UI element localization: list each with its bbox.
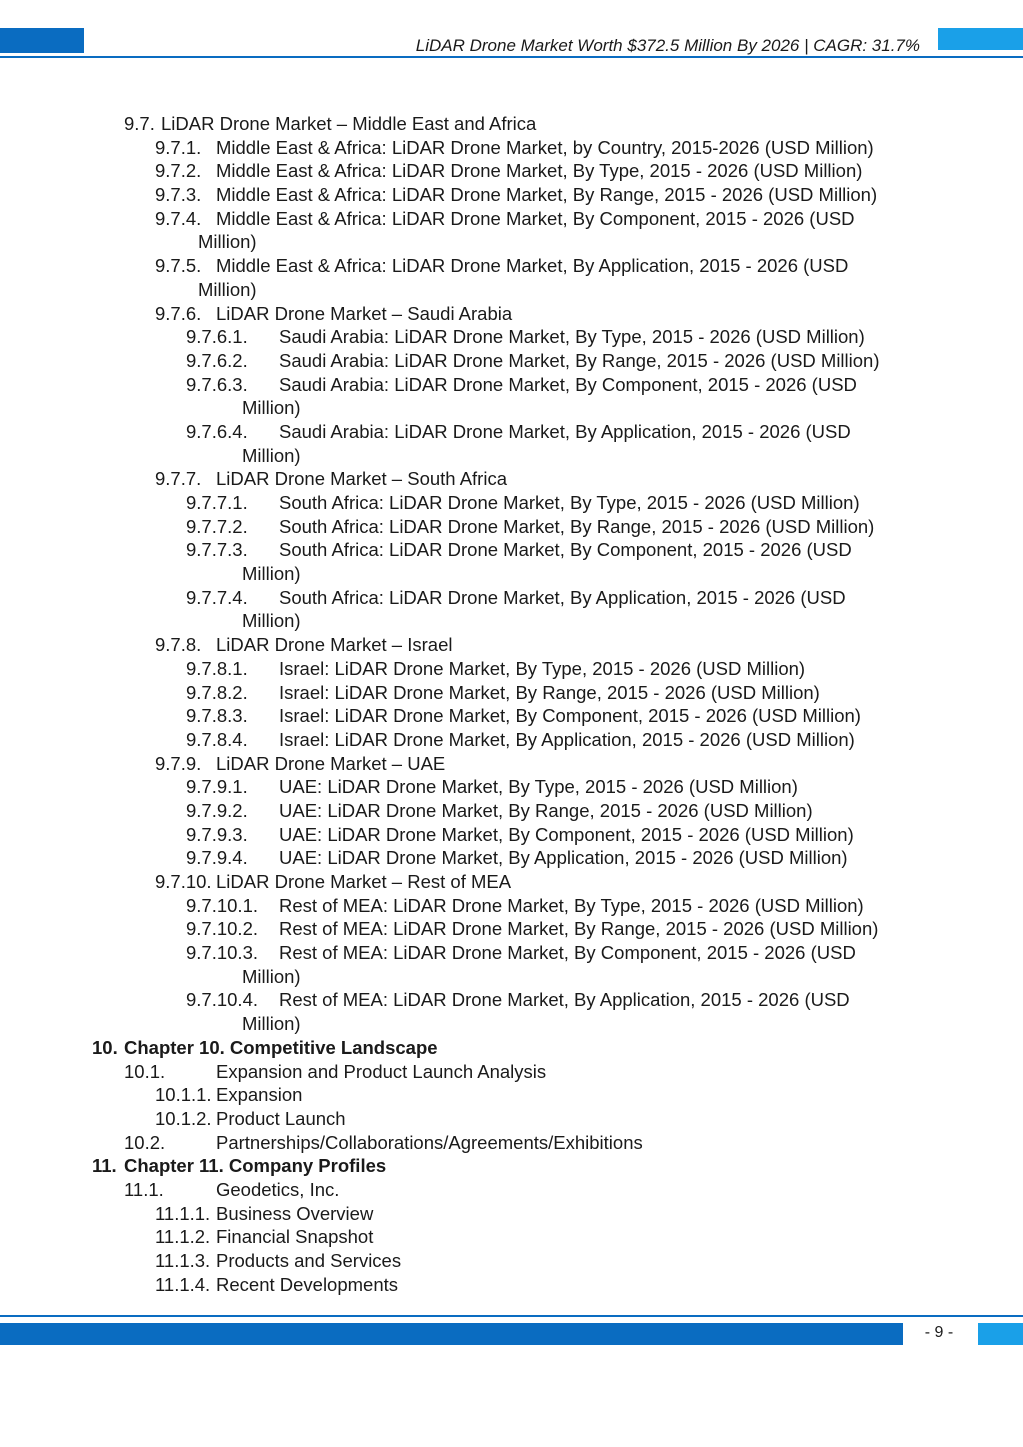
toc-entry-number: 9.7.6. [155, 302, 202, 324]
toc-entry [0, 657, 1023, 681]
toc-entry-title: LiDAR Drone Market – Israel [216, 634, 453, 656]
toc-entry-title: Saudi Arabia: LiDAR Drone Market, By Component, 2015 - 2026 (USD [279, 373, 857, 395]
toc-entry [0, 515, 1023, 539]
footer-accent-bar [0, 1323, 903, 1345]
toc-entry-number: 9.7.6.4. [186, 420, 248, 442]
toc-entry [0, 159, 1023, 183]
toc-entry-title: LiDAR Drone Market – South Africa [216, 468, 507, 490]
toc-entry [0, 988, 1023, 1012]
toc-entry-title: Israel: LiDAR Drone Market, By Component, 2015 - 2026 (USD Million) [279, 705, 861, 727]
toc-entry [0, 586, 1023, 610]
toc-entry-title: Rest of MEA: LiDAR Drone Market, By Application, 2015 - 2026 (USD [279, 989, 850, 1011]
toc-entry-title-wrap: Million) [198, 231, 257, 253]
header-title: LiDAR Drone Market Worth $372.5 Million By 2026 | CAGR: 31.7% [415, 36, 920, 55]
toc-entry [0, 1273, 1023, 1297]
toc-entry-title: Financial Snapshot [216, 1226, 374, 1248]
toc-entry [0, 254, 1023, 278]
toc-entry [0, 491, 1023, 515]
toc-entry-continuation [0, 230, 1023, 254]
toc-entry-number: 9.7.7.3. [186, 539, 248, 561]
toc-entry-title: Expansion [216, 1084, 303, 1106]
toc-entry [0, 207, 1023, 231]
toc-entry-title: South Africa: LiDAR Drone Market, By Component, 2015 - 2026 (USD [279, 539, 852, 561]
toc-entry-title: UAE: LiDAR Drone Market, By Type, 2015 - 2026 (USD Million) [279, 776, 798, 798]
toc-entry [0, 799, 1023, 823]
toc-entry-number: 9.7.10.4. [186, 989, 259, 1011]
toc-entry [0, 1154, 1023, 1178]
toc-entry-number: 9.7.8.4. [186, 728, 248, 750]
toc-entry [0, 183, 1023, 207]
toc-entry-number: 11.1.4. [155, 1273, 211, 1295]
toc-entry [0, 420, 1023, 444]
toc-entry [0, 302, 1023, 326]
toc-entry-number: 9.7.8.2. [186, 681, 248, 703]
toc-entry [0, 467, 1023, 491]
toc-entry [0, 538, 1023, 562]
toc-entry-title: LiDAR Drone Market – Rest of MEA [216, 871, 512, 892]
toc-entry-title: South Africa: LiDAR Drone Market, By Application, 2015 - 2026 (USD [279, 586, 846, 608]
toc-entry [0, 1202, 1023, 1226]
toc-entry-title: Middle East & Africa: LiDAR Drone Market, By Application, 2015 - 2026 (USD [216, 255, 849, 277]
toc-entry-number: 11.1.2. [155, 1226, 211, 1248]
toc-entry-number: 10.1. [124, 1060, 166, 1082]
toc-entry-continuation [0, 396, 1023, 420]
page-number: - 9 - [924, 1324, 954, 1341]
toc-entry-number: 9.7.6.3. [186, 373, 248, 395]
toc-entry-number: 10. [92, 1036, 118, 1058]
toc-entry-number: 9.7.9.1. [186, 776, 248, 798]
toc-entry-number: 9.7.6.1. [186, 326, 248, 348]
toc-entry-title: Israel: LiDAR Drone Market, By Application, 2015 - 2026 (USD Million) [279, 728, 855, 750]
toc-entry-title: LiDAR Drone Market – Middle East and Africa [161, 113, 537, 134]
toc-entry [0, 823, 1023, 847]
toc-entry-title: Chapter 11. Company Profiles [124, 1155, 387, 1177]
toc-entry-title-wrap: Million) [242, 610, 301, 632]
toc-entry [0, 1249, 1023, 1273]
toc-entry-title: Chapter 10. Competitive Landscape [124, 1036, 438, 1058]
toc-entry-number: 9.7.3. [155, 184, 202, 206]
toc-entry-title-wrap: Million) [242, 444, 301, 466]
toc-entry [0, 1225, 1023, 1249]
toc-entry [0, 1131, 1023, 1155]
toc-entry-number: 9.7.9.3. [186, 823, 248, 845]
toc-entry-title: Middle East & Africa: LiDAR Drone Market, By Type, 2015 - 2026 (USD Million) [216, 160, 863, 182]
toc-entry [0, 1178, 1023, 1202]
toc-entry-title: Rest of MEA: LiDAR Drone Market, By Range, 2015 - 2026 (USD Million) [279, 918, 879, 940]
toc-entry-number: 11.1.3. [155, 1250, 211, 1271]
toc-entry-number: 11. [92, 1155, 117, 1177]
toc-entry-number: 10.1.1. [155, 1084, 212, 1106]
toc-entry-number: 9.7.1. [155, 136, 202, 158]
toc-entry-number: 9.7.7.1. [186, 492, 248, 513]
toc-entry-title: Israel: LiDAR Drone Market, By Range, 2015 - 2026 (USD Million) [279, 681, 820, 703]
toc-entry-number: 9.7.8. [155, 634, 202, 656]
toc-entry-title: Geodetics, Inc. [216, 1178, 340, 1200]
toc-entry-title-wrap: Million) [242, 965, 301, 987]
toc-entry-number: 9.7. [124, 113, 155, 134]
toc-entry-title: Saudi Arabia: LiDAR Drone Market, By Application, 2015 - 2026 (USD [279, 420, 851, 442]
footer-accent-block-right [978, 1323, 1023, 1345]
toc-entry-number: 10.2. [124, 1131, 166, 1153]
toc-entry-continuation [0, 1012, 1023, 1036]
toc-entry-title: Product Launch [216, 1107, 346, 1129]
toc-entry-continuation [0, 562, 1023, 586]
toc-entry-title: Middle East & Africa: LiDAR Drone Market, By Range, 2015 - 2026 (USD Million) [216, 184, 878, 206]
toc-entry-number: 9.7.5. [155, 255, 202, 277]
toc-entry-title-wrap: Million) [242, 1013, 301, 1035]
table-of-contents [0, 112, 1023, 1296]
toc-entry-title: LiDAR Drone Market – UAE [216, 752, 446, 774]
toc-entry-title: Recent Developments [216, 1273, 399, 1295]
toc-entry [0, 870, 1023, 894]
toc-entry [0, 775, 1023, 799]
toc-entry-title: Middle East & Africa: LiDAR Drone Market, By Component, 2015 - 2026 (USD [216, 207, 855, 229]
toc-entry-number: 9.7.7.4. [186, 586, 248, 608]
toc-entry-number: 9.7.8.3. [186, 705, 248, 727]
toc-entry [0, 1060, 1023, 1084]
toc-entry-title: Expansion and Product Launch Analysis [216, 1060, 547, 1082]
toc-entry [0, 1083, 1023, 1107]
toc-entry [0, 728, 1023, 752]
toc-entry [0, 325, 1023, 349]
toc-entry-title: LiDAR Drone Market – Saudi Arabia [216, 302, 513, 324]
toc-entry-number: 9.7.2. [155, 160, 202, 182]
header-rule [0, 56, 1023, 58]
toc-entry-number: 9.7.4. [155, 207, 202, 229]
toc-entry [0, 633, 1023, 657]
toc-entry [0, 349, 1023, 373]
toc-entry-title-wrap: Million) [242, 397, 301, 419]
footer-rule [0, 1315, 1023, 1317]
toc-entry [0, 752, 1023, 776]
toc-entry-title: South Africa: LiDAR Drone Market, By Range, 2015 - 2026 (USD Million) [279, 515, 875, 537]
toc-entry-continuation [0, 278, 1023, 302]
toc-entry [0, 112, 1023, 136]
toc-entry [0, 941, 1023, 965]
toc-entry-title: UAE: LiDAR Drone Market, By Component, 2015 - 2026 (USD Million) [279, 823, 854, 845]
toc-entry-number: 11.1.1. [155, 1202, 211, 1224]
toc-entry-title: UAE: LiDAR Drone Market, By Range, 2015 - 2026 (USD Million) [279, 799, 813, 821]
toc-entry-continuation [0, 965, 1023, 989]
toc-entry-number: 9.7.9. [155, 752, 202, 774]
toc-entry-number: 9.7.9.2. [186, 799, 248, 821]
toc-entry [0, 894, 1023, 918]
toc-entry-title: Israel: LiDAR Drone Market, By Type, 2015 - 2026 (USD Million) [279, 657, 806, 679]
toc-entry [0, 704, 1023, 728]
toc-entry [0, 681, 1023, 705]
toc-entry-title: South Africa: LiDAR Drone Market, By Type, 2015 - 2026 (USD Million) [279, 492, 860, 513]
toc-entry-number: 9.7.10. [155, 871, 212, 892]
toc-entry-number: 9.7.7.2. [186, 515, 248, 537]
toc-entry-title: Saudi Arabia: LiDAR Drone Market, By Range, 2015 - 2026 (USD Million) [279, 349, 880, 371]
toc-entry-title: Products and Services [216, 1250, 402, 1271]
toc-entry-continuation [0, 609, 1023, 633]
toc-entry-number: 9.7.10.1. [186, 894, 259, 916]
toc-entry-title: Middle East & Africa: LiDAR Drone Market, by Country, 2015-2026 (USD Million) [216, 136, 874, 158]
toc-entry-number: 9.7.9.4. [186, 847, 248, 869]
toc-entry-title: Partnerships/Collaborations/Agreements/Exhibitions [216, 1131, 643, 1153]
header-accent-block-right [938, 28, 1023, 50]
toc-entry-number: 9.7.10.2. [186, 918, 259, 940]
toc-entry-title: UAE: LiDAR Drone Market, By Application, 2015 - 2026 (USD Million) [279, 847, 848, 869]
toc-entry [0, 1036, 1023, 1060]
toc-entry-number: 9.7.10.3. [186, 942, 259, 964]
toc-entry-title: Business Overview [216, 1202, 374, 1224]
toc-entry-title-wrap: Million) [242, 563, 301, 585]
toc-entry-number: 9.7.6.2. [186, 349, 248, 371]
toc-entry-title: Saudi Arabia: LiDAR Drone Market, By Type, 2015 - 2026 (USD Million) [279, 326, 865, 348]
toc-entry [0, 136, 1023, 160]
toc-entry [0, 846, 1023, 870]
toc-entry-number: 11.1. [124, 1178, 164, 1200]
toc-entry-number: 10.1.2. [155, 1107, 212, 1129]
toc-entry-title-wrap: Million) [198, 278, 257, 300]
toc-entry-number: 9.7.8.1. [186, 657, 248, 679]
header-accent-block-left [0, 28, 84, 53]
toc-entry [0, 373, 1023, 397]
toc-entry-title: Rest of MEA: LiDAR Drone Market, By Type, 2015 - 2026 (USD Million) [279, 894, 864, 916]
toc-entry-continuation [0, 444, 1023, 468]
toc-entry [0, 1107, 1023, 1131]
toc-entry-title: Rest of MEA: LiDAR Drone Market, By Component, 2015 - 2026 (USD [279, 942, 856, 964]
toc-entry [0, 917, 1023, 941]
toc-entry-number: 9.7.7. [155, 468, 202, 490]
